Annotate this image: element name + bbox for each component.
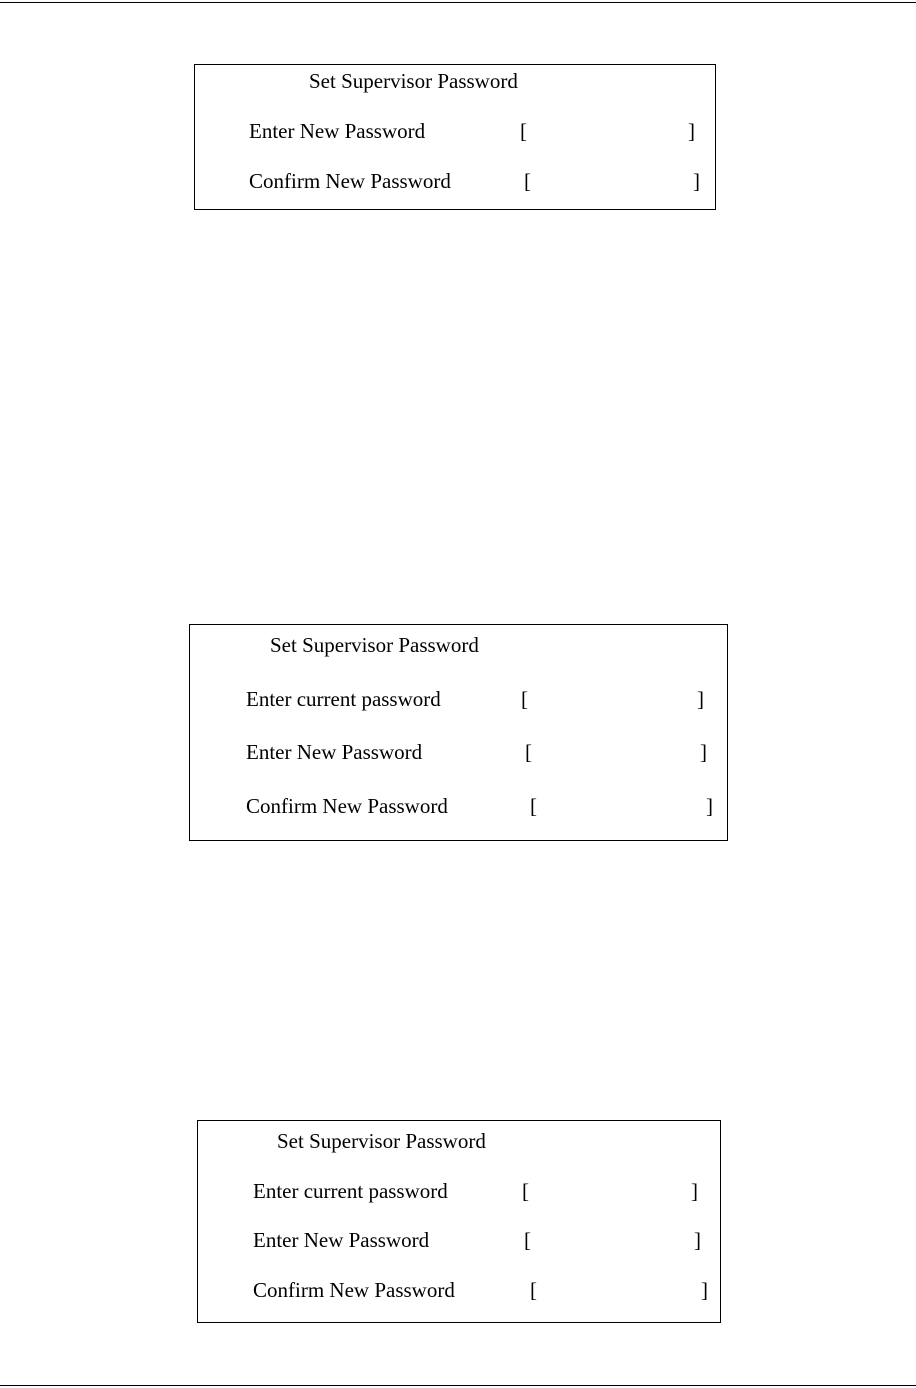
dialog-title: Set Supervisor Password [309, 69, 518, 93]
confirm-new-password-field[interactable] [190, 794, 727, 822]
enter-current-password-field[interactable] [190, 687, 727, 715]
confirm-new-password-field[interactable] [195, 169, 715, 197]
field-close-bracket: ] [697, 687, 704, 711]
field-close-bracket: ] [694, 1228, 701, 1252]
field-label: Confirm New Password [246, 794, 448, 818]
field-close-bracket: ] [691, 1179, 698, 1203]
enter-new-password-field[interactable] [195, 119, 715, 147]
field-close-bracket: ] [706, 794, 713, 818]
field-label: Enter New Password [246, 740, 423, 764]
field-open-bracket: [ [524, 1228, 531, 1252]
field-close-bracket: ] [693, 169, 700, 193]
field-open-bracket: [ [520, 119, 527, 143]
dialog-title: Set Supervisor Password [270, 633, 479, 657]
set-supervisor-password-dialog [194, 64, 716, 210]
enter-current-password-field[interactable] [198, 1179, 720, 1207]
set-supervisor-password-dialog [189, 624, 728, 841]
field-label: Enter current password [246, 687, 441, 711]
field-label: Enter New Password [253, 1228, 430, 1252]
field-open-bracket: [ [521, 687, 528, 711]
enter-new-password-field[interactable] [190, 740, 727, 768]
field-close-bracket: ] [688, 119, 695, 143]
field-close-bracket: ] [700, 740, 707, 764]
field-label: Enter current password [253, 1179, 448, 1203]
field-open-bracket: [ [522, 1179, 529, 1203]
page-bottom-rule [0, 1385, 916, 1386]
field-open-bracket: [ [530, 1278, 537, 1302]
field-label: Enter New Password [249, 119, 426, 143]
set-supervisor-password-dialog [197, 1120, 721, 1323]
field-open-bracket: [ [524, 169, 531, 193]
confirm-new-password-field[interactable] [198, 1278, 720, 1306]
field-close-bracket: ] [701, 1278, 708, 1302]
page-top-rule [0, 2, 916, 3]
field-label: Confirm New Password [253, 1278, 455, 1302]
field-label: Confirm New Password [249, 169, 451, 193]
dialog-title: Set Supervisor Password [277, 1129, 486, 1153]
field-open-bracket: [ [525, 740, 532, 764]
enter-new-password-field[interactable] [198, 1228, 720, 1256]
field-open-bracket: [ [530, 794, 537, 818]
